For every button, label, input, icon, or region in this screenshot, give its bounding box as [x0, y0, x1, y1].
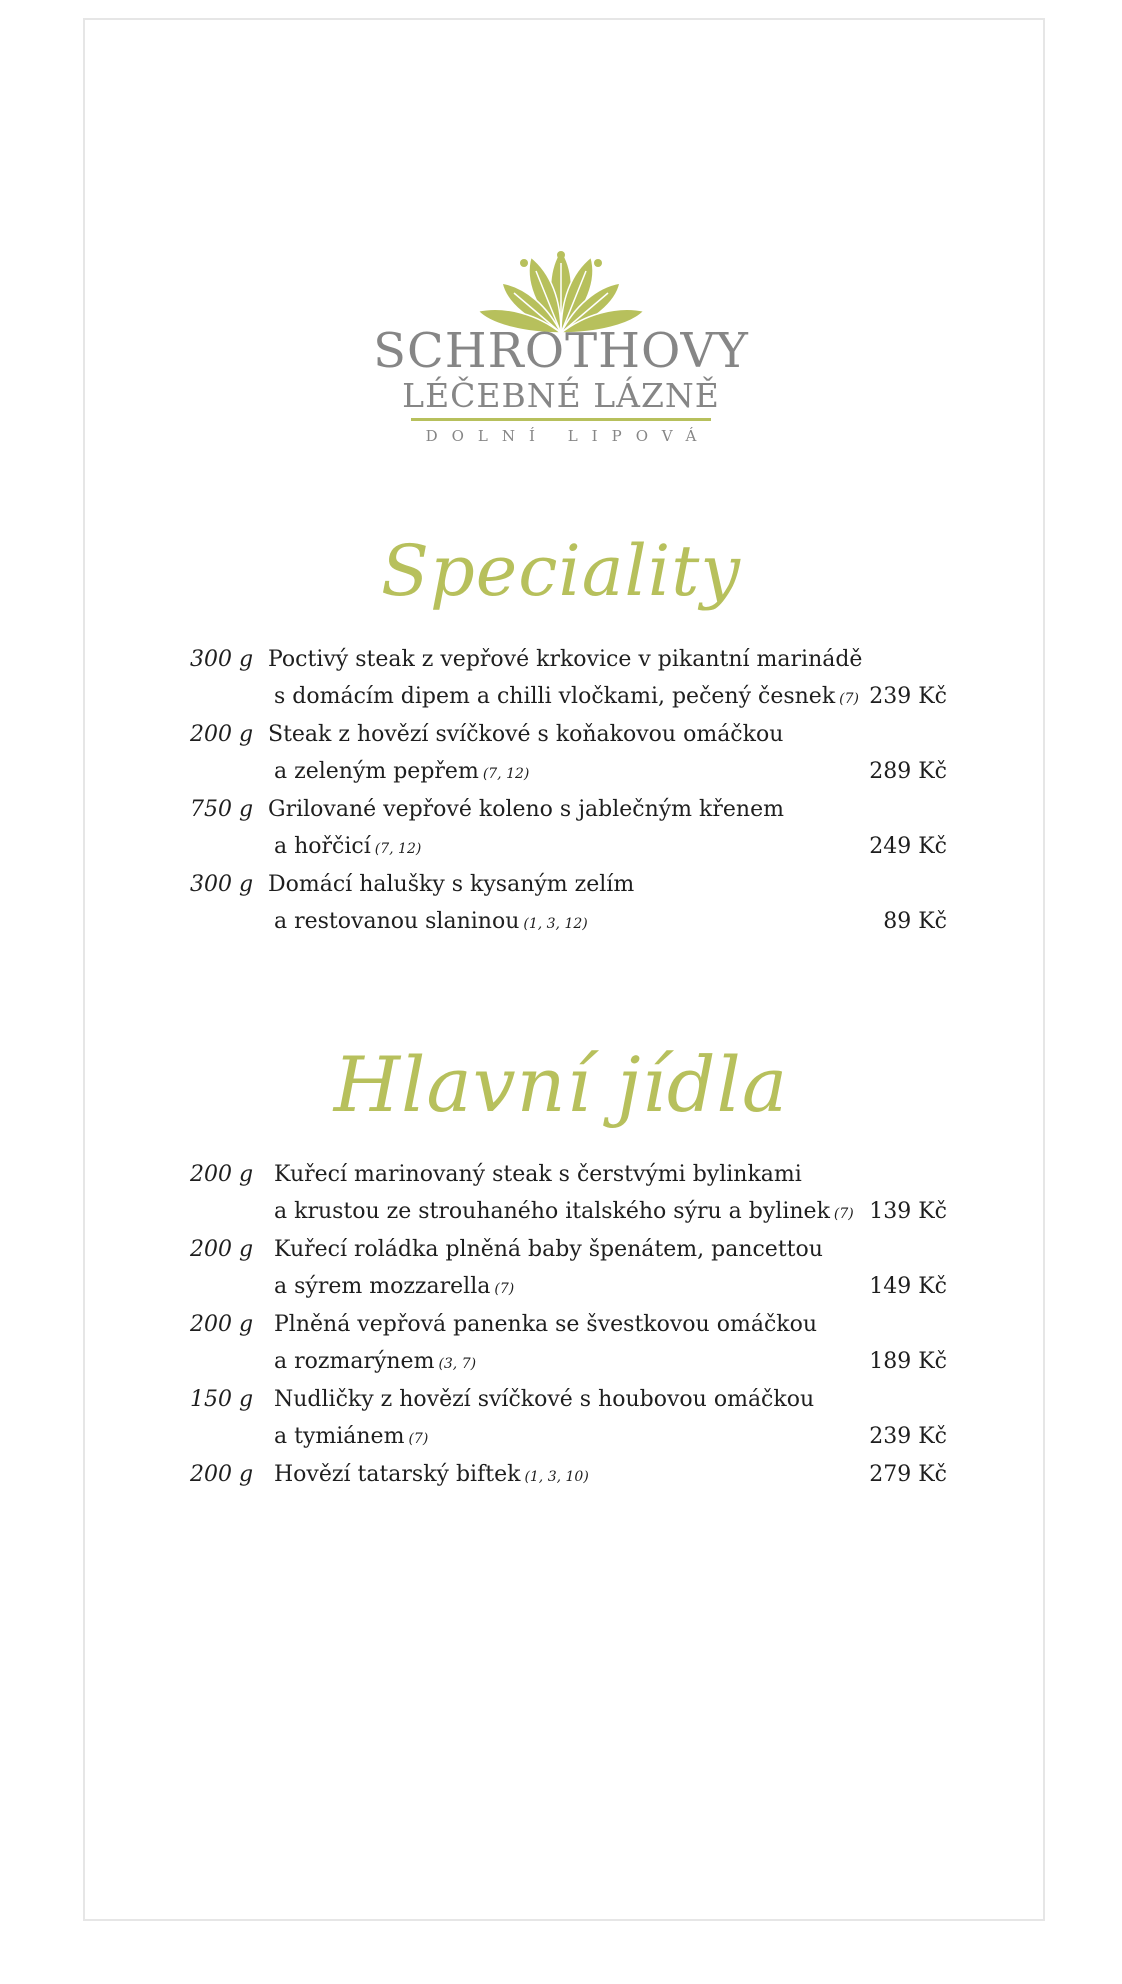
item-description-text: Grilované vepřové koleno s jablečným křenem	[268, 797, 784, 822]
item-description	[274, 1460, 589, 1492]
item-description-text-2: a hořčicí	[274, 834, 371, 859]
item-price: 139 Kč	[869, 1199, 947, 1224]
item-allergens: (1, 3, 12)	[523, 916, 588, 932]
item-description-text: Steak z hovězí svíčkové s koňakovou omáčkou	[268, 722, 784, 747]
item-description-continued	[274, 1347, 476, 1379]
menu-item	[0, 720, 1122, 795]
item-description-text-2: a zeleným pepřem	[274, 759, 479, 784]
item-description	[268, 795, 784, 825]
item-allergens: (7, 12)	[482, 766, 530, 782]
menu-item	[0, 1160, 1122, 1235]
item-price: 189 Kč	[869, 1349, 947, 1374]
item-description	[274, 1310, 817, 1340]
item-description-text: Nudličky z hovězí svíčkové s houbovou omáčkou	[274, 1387, 815, 1412]
item-description-text-2: a tymiánem	[274, 1424, 405, 1449]
item-price: 149 Kč	[869, 1274, 947, 1299]
menu-item	[0, 870, 1122, 945]
section-title-speciality: Speciality	[381, 530, 741, 612]
logo	[0, 245, 1122, 445]
item-description	[274, 1235, 823, 1265]
item-description-continued	[274, 757, 529, 789]
menu-section-hlavni-jidla	[0, 1160, 1122, 1498]
item-allergens: (3, 7)	[438, 1356, 477, 1372]
brand-divider	[411, 418, 711, 421]
item-description	[268, 720, 783, 750]
item-weight: 200 g	[190, 1237, 254, 1262]
item-weight: 300 g	[190, 647, 254, 672]
item-description-text: Hovězí tatarský biftek	[274, 1462, 521, 1487]
item-weight: 750 g	[190, 797, 254, 822]
item-weight: 200 g	[190, 722, 254, 747]
menu-section-speciality	[0, 645, 1122, 945]
menu-item	[0, 1310, 1122, 1385]
menu-item	[0, 795, 1122, 870]
item-description-text: Kuřecí roládka plněná baby špenátem, pancettou	[274, 1237, 823, 1262]
item-weight: 200 g	[190, 1312, 254, 1337]
item-price: 249 Kč	[869, 834, 947, 859]
item-description	[268, 870, 634, 900]
item-description-text: Kuřecí marinovaný steak s čerstvými bylinkami	[274, 1162, 802, 1187]
brand-location: DOLNÍ LIPOVÁ	[425, 427, 711, 445]
item-description-text: Plněná vepřová panenka se švestkovou omáčkou	[274, 1312, 818, 1337]
item-description-text-2: a krustou ze strouhaného italského sýru a bylinek	[274, 1199, 830, 1224]
item-allergens: (7)	[494, 1281, 515, 1297]
section-title-hlavni-jidla: Hlavní jídla	[333, 1040, 789, 1129]
item-price: 239 Kč	[869, 1424, 947, 1449]
item-description-continued	[274, 1272, 514, 1304]
item-weight: 150 g	[190, 1387, 254, 1412]
menu-item	[0, 645, 1122, 720]
item-description-text-2: a sýrem mozzarella	[274, 1274, 491, 1299]
lotus-logo-icon	[476, 245, 646, 335]
item-weight: 300 g	[190, 872, 254, 897]
menu-item	[0, 1460, 1122, 1498]
brand-name: SCHROTHOVY	[373, 323, 749, 379]
item-description-text: Poctivý steak z vepřové krkovice v pikantní marinádě	[268, 647, 863, 672]
item-weight: 200 g	[190, 1462, 254, 1487]
item-allergens: (7)	[408, 1431, 429, 1447]
item-price: 279 Kč	[869, 1462, 947, 1487]
menu-item	[0, 1235, 1122, 1310]
item-description	[274, 1160, 802, 1190]
item-weight: 200 g	[190, 1162, 254, 1187]
item-allergens: (7)	[839, 691, 860, 707]
item-allergens: (7)	[833, 1206, 854, 1222]
brand-subtitle: LÉČEBNÉ LÁZNĚ	[402, 376, 720, 415]
item-description-continued	[274, 1197, 854, 1229]
menu-item	[0, 1385, 1122, 1460]
item-price: 239 Kč	[869, 684, 947, 709]
item-description-continued	[274, 682, 859, 714]
item-description-text: Domácí halušky s kysaným zelím	[268, 872, 635, 897]
item-price: 89 Kč	[883, 909, 947, 934]
item-description-text-2: a restovanou slaninou	[274, 909, 520, 934]
item-description-text-2: s domácím dipem a chilli vločkami, pečený česnek	[274, 684, 836, 709]
item-description-text-2: a rozmarýnem	[274, 1349, 435, 1374]
item-description	[268, 645, 862, 675]
item-description-continued	[274, 832, 421, 864]
item-allergens: (7, 12)	[374, 841, 422, 857]
item-allergens: (1, 3, 10)	[524, 1469, 589, 1485]
item-description-continued	[274, 1422, 428, 1454]
item-description	[274, 1385, 814, 1415]
item-description-continued	[274, 907, 588, 939]
item-price: 289 Kč	[869, 759, 947, 784]
